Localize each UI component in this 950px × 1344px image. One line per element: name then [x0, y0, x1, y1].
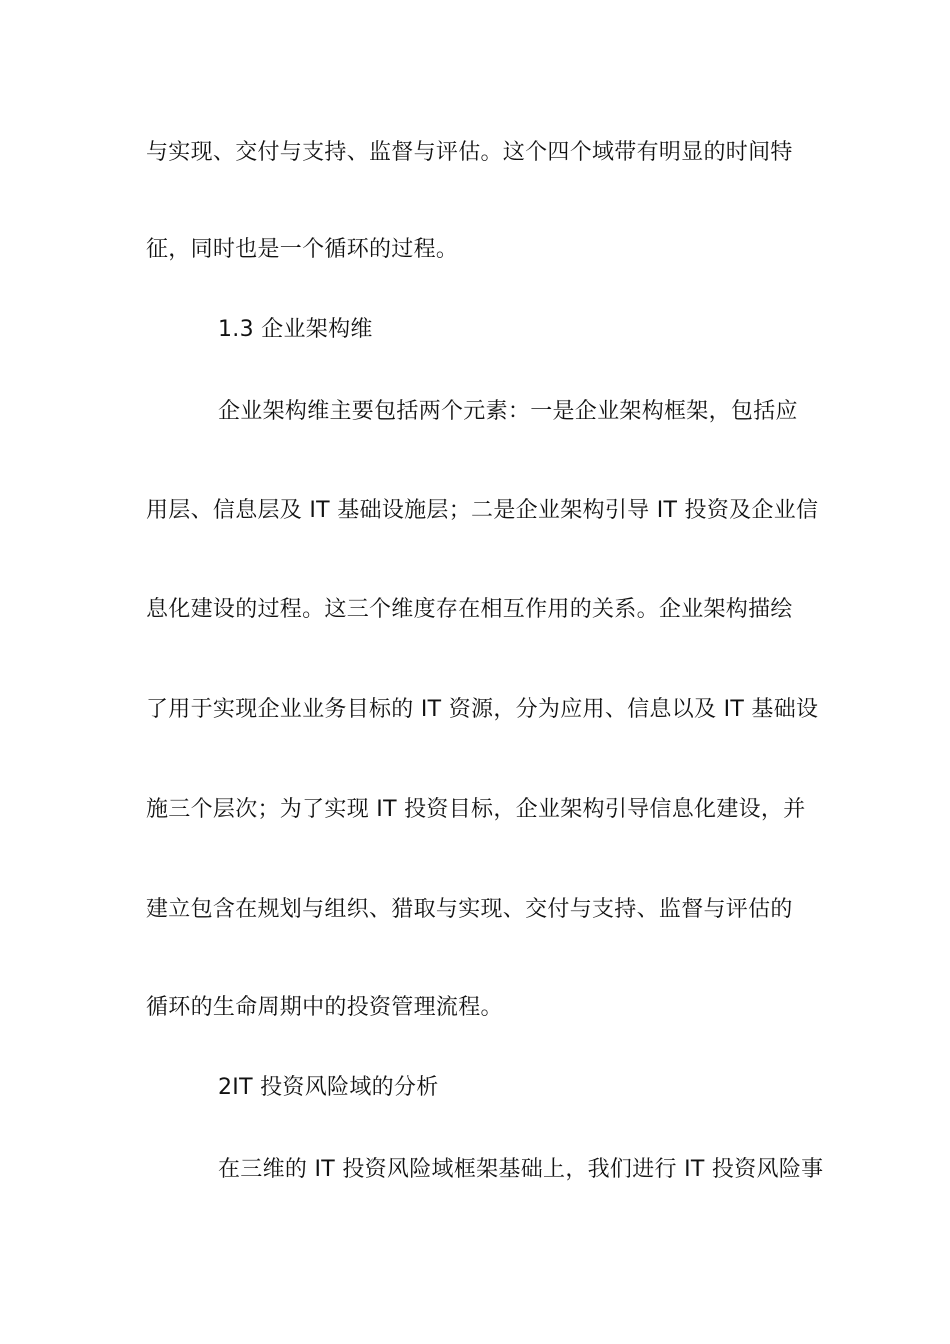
section-heading: 2IT 投资风险域的分析 [218, 1075, 439, 1100]
paragraph-line: 企业架构维主要包括两个元素：一是企业架构框架，包括应 [218, 399, 798, 424]
paragraph-line: 施三个层次；为了实现 IT 投资目标，企业架构引导信息化建设，并 [146, 797, 806, 822]
paragraph-line: 息化建设的过程。这三个维度存在相互作用的关系。企业架构描绘 [146, 597, 793, 622]
paragraph-line: 了用于实现企业业务目标的 IT 资源，分为应用、信息以及 IT 基础设 [146, 697, 819, 722]
paragraph-line: 与实现、交付与支持、监督与评估。这个四个域带有明显的时间特 [146, 140, 793, 165]
paragraph-line: 征，同时也是一个循环的过程。 [146, 237, 459, 262]
paragraph-line: 用层、信息层及 IT 基础设施层；二是企业架构引导 IT 投资及企业信 [146, 498, 819, 523]
paragraph-line: 循环的生命周期中的投资管理流程。 [146, 995, 503, 1020]
section-heading: 1.3 企业架构维 [218, 317, 373, 342]
paragraph-line: 建立包含在规划与组织、猎取与实现、交付与支持、监督与评估的 [146, 897, 793, 922]
paragraph-line: 在三维的 IT 投资风险域框架基础上，我们进行 IT 投资风险事 [218, 1157, 824, 1182]
